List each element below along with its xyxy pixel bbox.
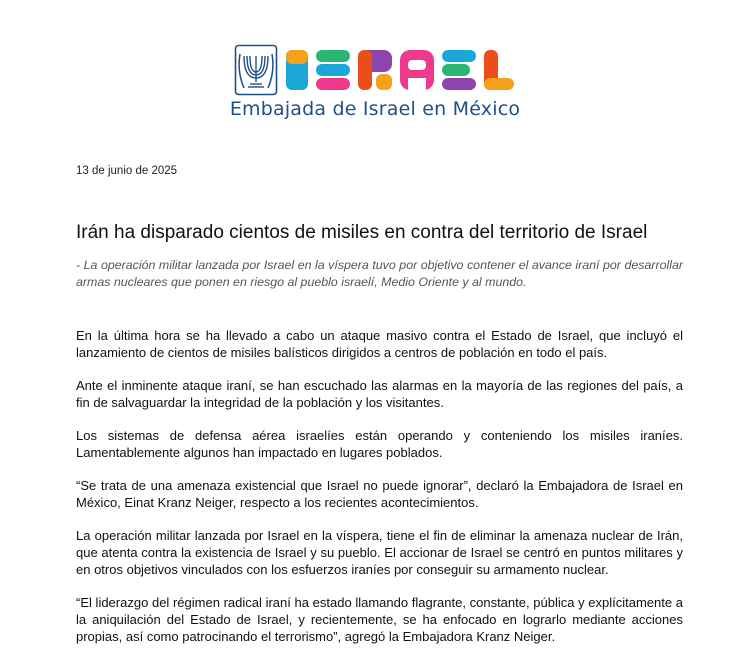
document-title: Irán ha disparado cientos de misiles en contra del territorio de Israel xyxy=(76,222,648,243)
body-paragraph-2: Ante el inminente ataque iraní, se han escuchado las alarmas en la mayoría de las regiones del país, a fin de salvaguardar la integridad de la población y los visitantes. xyxy=(76,378,683,410)
body-paragraph-4: “Se trata de una amenaza existencial que Israel no puede ignorar”, declaró la Embajadora de Israel en México, Einat Kranz Neiger, respecto a los recientes acontecimientos. xyxy=(76,478,683,510)
body-paragraph-5: La operación militar lanzada por Israel en la víspera, tiene el fin de eliminar la amenaza nuclear de Irán, que atenta contra la existencia de Israel y su pueblo. El accionar de Israel se centró en puntos militares y en otros objetivos vinculados con los esfuerzos iraníes por conseguir su armamento nuclear. xyxy=(76,528,683,577)
letterhead xyxy=(0,44,750,120)
body-paragraph-1: En la última hora se ha llevado a cabo un ataque masivo contra el Estado de Israel, que incluyó el lanzamiento de cientos de misiles balísticos dirigidos a centros de población en todo el país. xyxy=(76,328,683,360)
document-date: 13 de junio de 2025 xyxy=(76,165,178,177)
israel-wordmark-logo xyxy=(284,48,516,92)
body-paragraph-3: Los sistemas de defensa aérea israelíes están operando y conteniendo los misiles iraníes. Lamentablemente algunos han impactado en lugares poblados. xyxy=(76,428,683,460)
body-paragraph-6: “El liderazgo del régimen radical iraní ha estado llamando flagrante, constante, pública y explícitamente a la aniquilación del Estado de Israel, y recientemente, se ha enfocado en lograrlo mediante acciones propias, así como patrocinando el terrorismo”, agregó la Embajadora Kranz Neiger. xyxy=(76,595,683,644)
menorah-emblem-icon xyxy=(234,44,278,96)
embassy-name: Embajada de Israel en México xyxy=(229,98,521,120)
logo xyxy=(234,44,516,96)
document-body xyxy=(76,327,683,661)
document-lede: - La operación militar lanzada por Israel en la víspera tuvo por objetivo contener el avance iraní por desarrollar armas nucleares que ponen en riesgo al pueblo israelí, Medio Oriente y al mundo. xyxy=(76,258,683,289)
